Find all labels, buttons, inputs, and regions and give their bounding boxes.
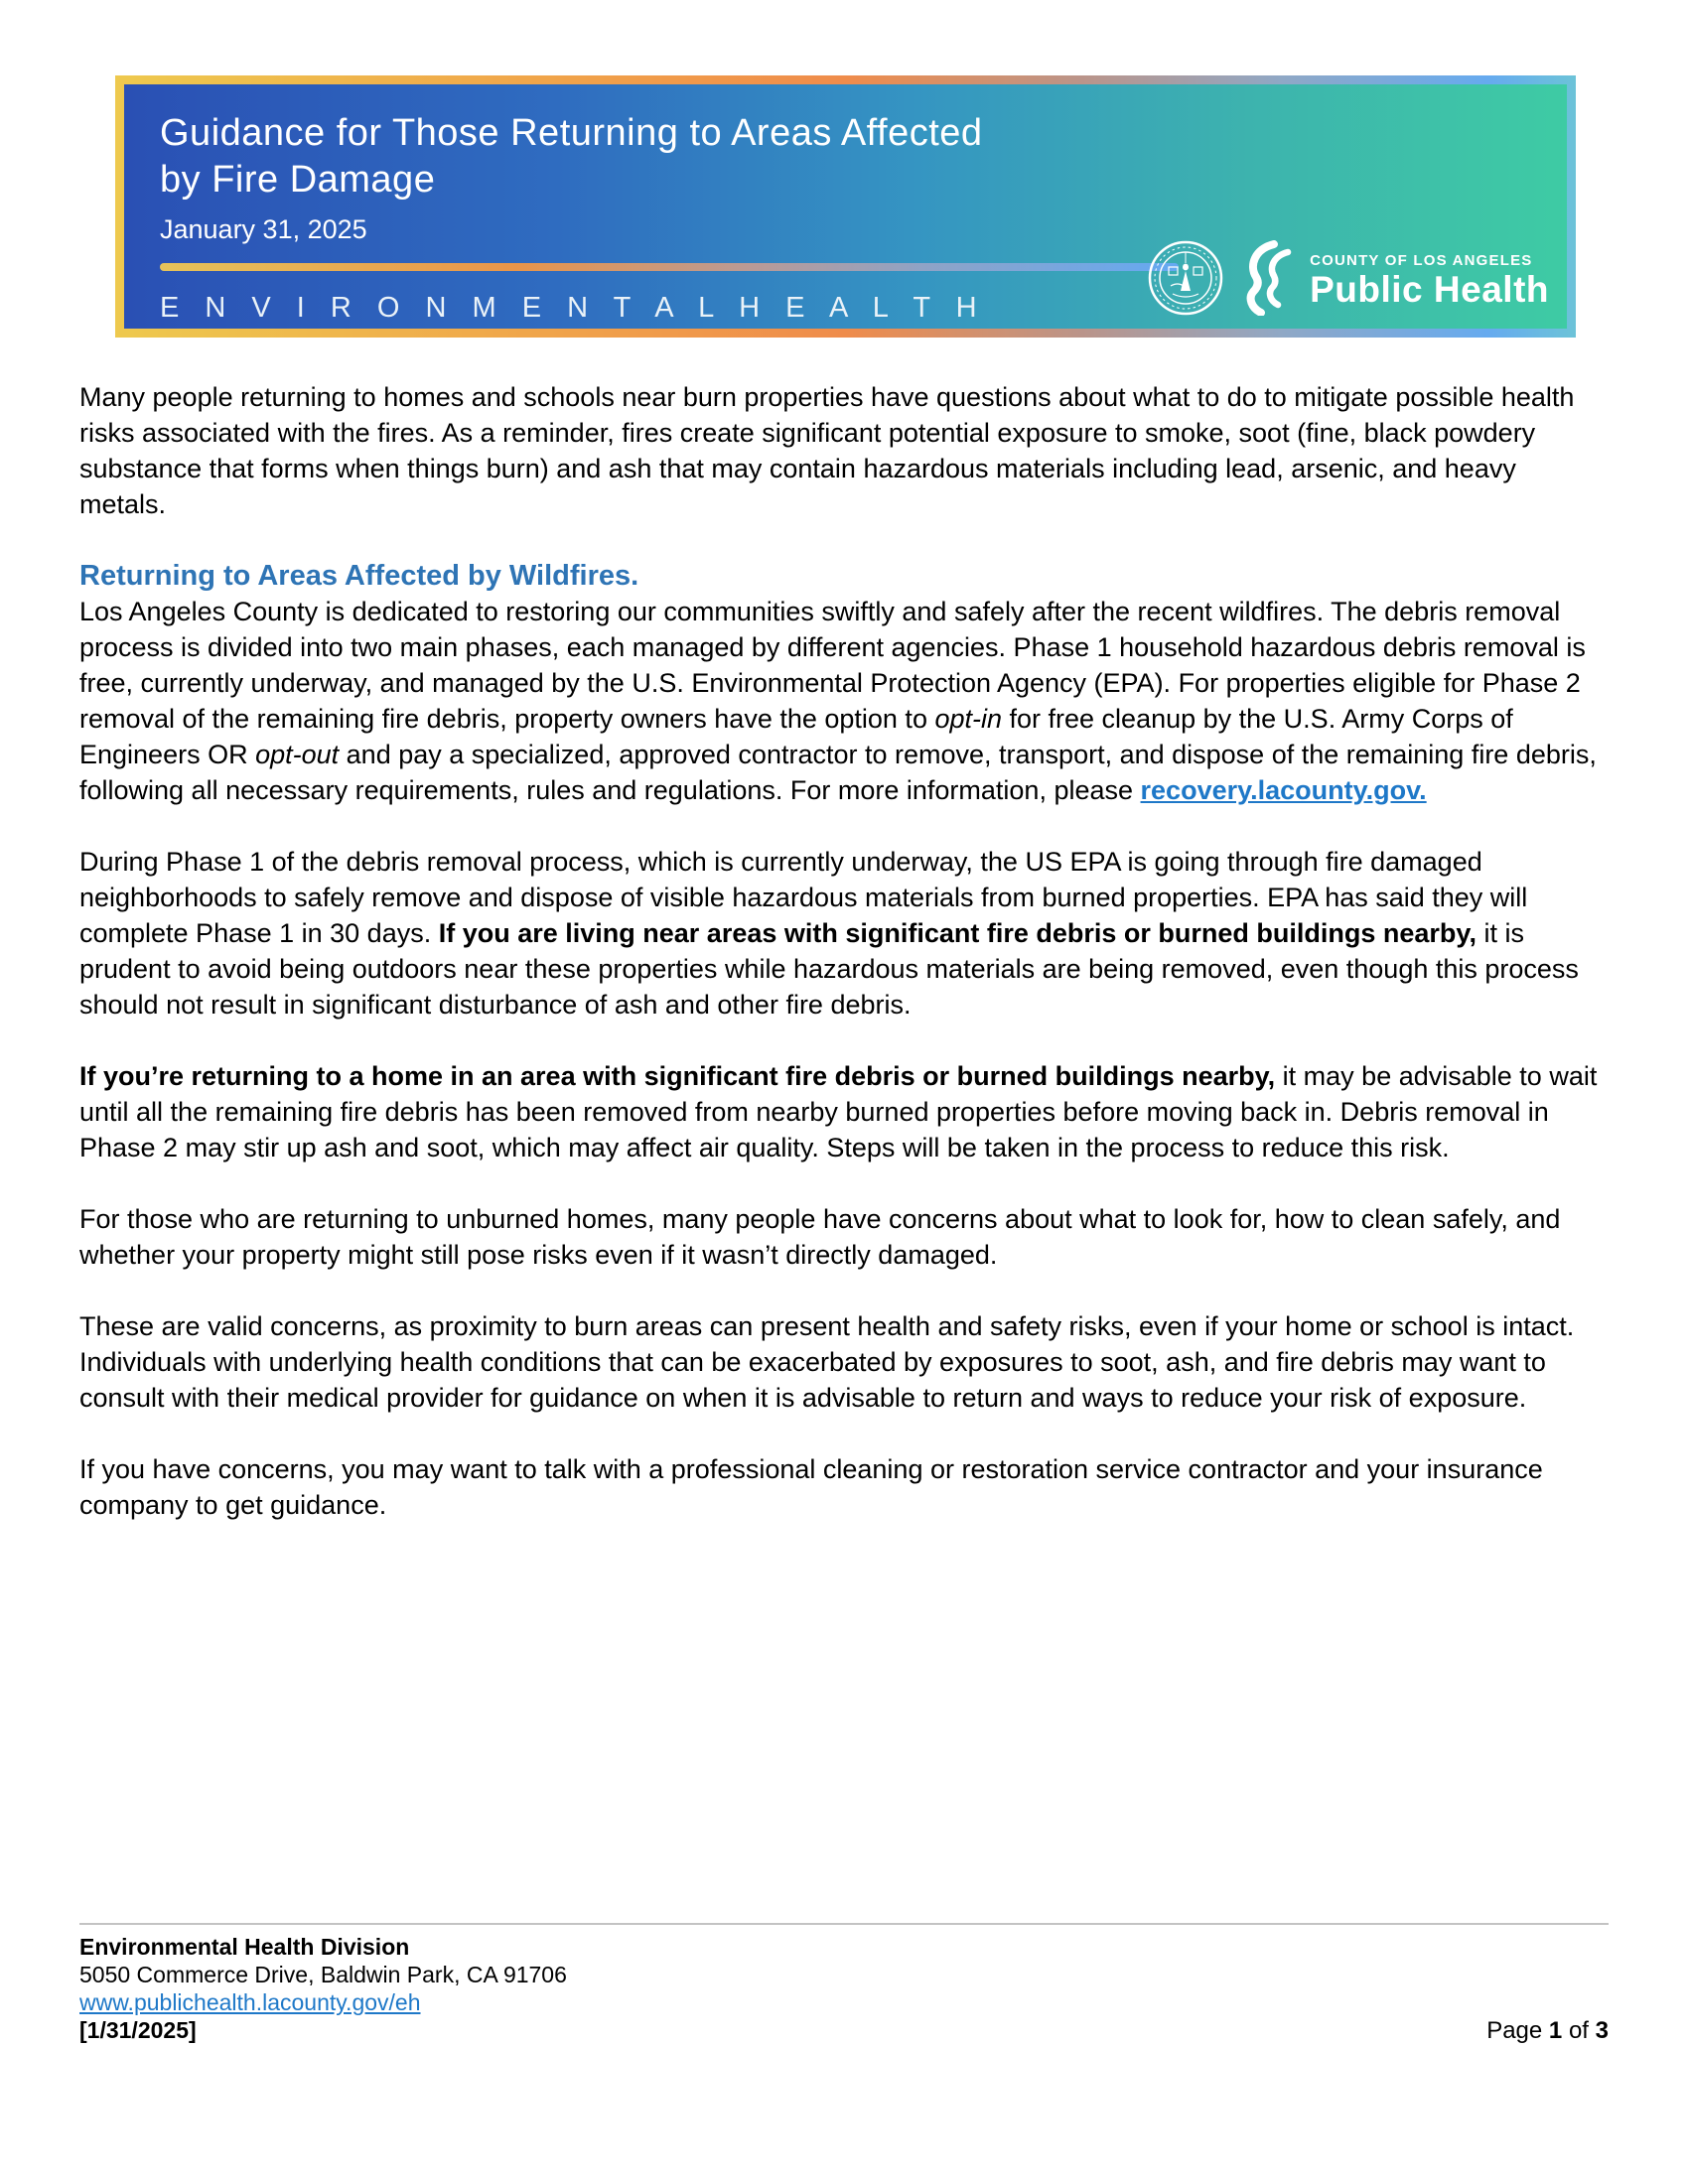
text-run: it may be advisable to wait until all the remaining fire debris has been removed from nearby burned properties before moving back in. Debris removal in Phase 2 may stir up ash and soot, which may affect air quality. Steps will be taken in the process to reduce this risk.: [79, 1061, 1598, 1162]
public-health-wordmark: [1310, 253, 1549, 308]
text-run: opt-out: [255, 740, 340, 769]
text-run: These are valid concerns, as proximity to burn areas can present health and safety risks, even if your home or school is intact. Individuals with underlying health conditions that can be exacerbated by exposures to soot, ash, and fire debris may want to consult with their medical provider for guidance on when it is advisable to return and ways to reduce your risk of exposure.: [79, 1311, 1575, 1413]
document-date: January 31, 2025: [160, 214, 367, 244]
footer-website-link[interactable]: www.publichealth.lacounty.gov/eh: [79, 1989, 421, 2015]
header-banner: [115, 75, 1576, 338]
text-run: 3: [1595, 2017, 1609, 2044]
footer-divider: [79, 1923, 1609, 1925]
text-run: of: [1562, 2017, 1596, 2044]
document-footer: [79, 1933, 1609, 2045]
text-run: for free cleanup by the U.S. Army Corps of Engineers OR: [79, 704, 1513, 769]
document-body: [79, 379, 1609, 1559]
text-run: If you have concerns, you may want to talk with a professional cleaning or restoration service contractor and your insurance company to get guidance.: [79, 1454, 1543, 1520]
county-org-name: COUNTY OF LOS ANGELES: [1310, 252, 1533, 269]
inline-link[interactable]: recovery.lacounty.gov.: [1140, 775, 1427, 805]
paragraph: [79, 1201, 1609, 1273]
public-health-profiles-icon: [1240, 240, 1294, 321]
county-seal-icon: [1147, 239, 1224, 322]
text-run: During Phase 1 of the debris removal process, which is currently underway, the US EPA is going through fire damaged neighborhoods to safely remove and dispose of visible hazardous materials from burned properties. EPA has said they will complete Phase 1 in 30 days.: [79, 847, 1528, 948]
page-indicator: [1486, 2017, 1609, 2045]
text-run: 1: [1548, 2017, 1563, 2044]
section-heading: Returning to Areas Affected by Wildfires.: [79, 560, 639, 592]
public-health-name: Public Health: [1310, 269, 1549, 310]
footer-division: Environmental Health Division: [79, 1934, 410, 1960]
footer-website-row: [79, 1988, 1609, 2016]
footer-last-row: [79, 2016, 1609, 2045]
footer-datestamp: [1/31/2025]: [79, 2017, 197, 2043]
text-run: opt-in: [934, 704, 1003, 734]
footer-address: 5050 Commerce Drive, Baldwin Park, CA 91706: [79, 1962, 567, 1987]
header-division-banner: E N V I R O N M E N T A L H E A L T H: [160, 292, 986, 324]
text-run: and pay a specialized, approved contractor to remove, transport, and dispose of the remaining fire debris, following all necessary requirements, rules and regulations. For more information, please: [79, 740, 1597, 805]
header-accent-stripe: [160, 263, 1179, 271]
paragraph: [79, 1451, 1609, 1523]
header-logos: [1147, 239, 1549, 322]
paragraph: [79, 594, 1609, 808]
text-run: Many people returning to homes and schools near burn properties have questions about what to do to mitigate possible health risks associated with the fires. As a reminder, fires create significant potential exposure to smoke, soot (fine, black powdery substance that forms when things burn) and ash that may contain hazardous materials including lead, arsenic, and heavy metals.: [79, 382, 1575, 519]
paragraph: [79, 1308, 1609, 1416]
paragraph: [79, 1058, 1609, 1165]
text-run: Page: [1486, 2017, 1549, 2044]
text-run: For those who are returning to unburned homes, many people have concerns about what to look for, how to clean safely, and whether your property might still pose risks even if it wasn’t directly damaged.: [79, 1204, 1561, 1270]
paragraph: [79, 379, 1609, 522]
document-title-line2: by Fire Damage: [160, 159, 436, 201]
document-title-line1: Guidance for Those Returning to Areas Affected: [160, 112, 983, 154]
paragraph: [79, 844, 1609, 1023]
text-run: If you are living near areas with significant fire debris or burned buildings nearby,: [438, 918, 1477, 948]
text-run: If you’re returning to a home in an area with significant fire debris or burned buildings nearby,: [79, 1061, 1276, 1091]
text-run: it is prudent to avoid being outdoors near these properties while hazardous materials are being removed, even though this process should not result in significant disturbance of ash and other fire debris.: [79, 918, 1579, 1020]
text-run: Los Angeles County is dedicated to restoring our communities swiftly and safely after the recent wildfires. The debris removal process is divided into two main phases, each managed by different agencies. Phase 1 household hazardous debris removal is free, currently underway, and managed by the U.S. Environmental Protection Agency (EPA). For properties eligible for Phase 2 removal of the remaining fire debris, property owners have the option to: [79, 597, 1586, 734]
header-panel: [124, 84, 1567, 329]
